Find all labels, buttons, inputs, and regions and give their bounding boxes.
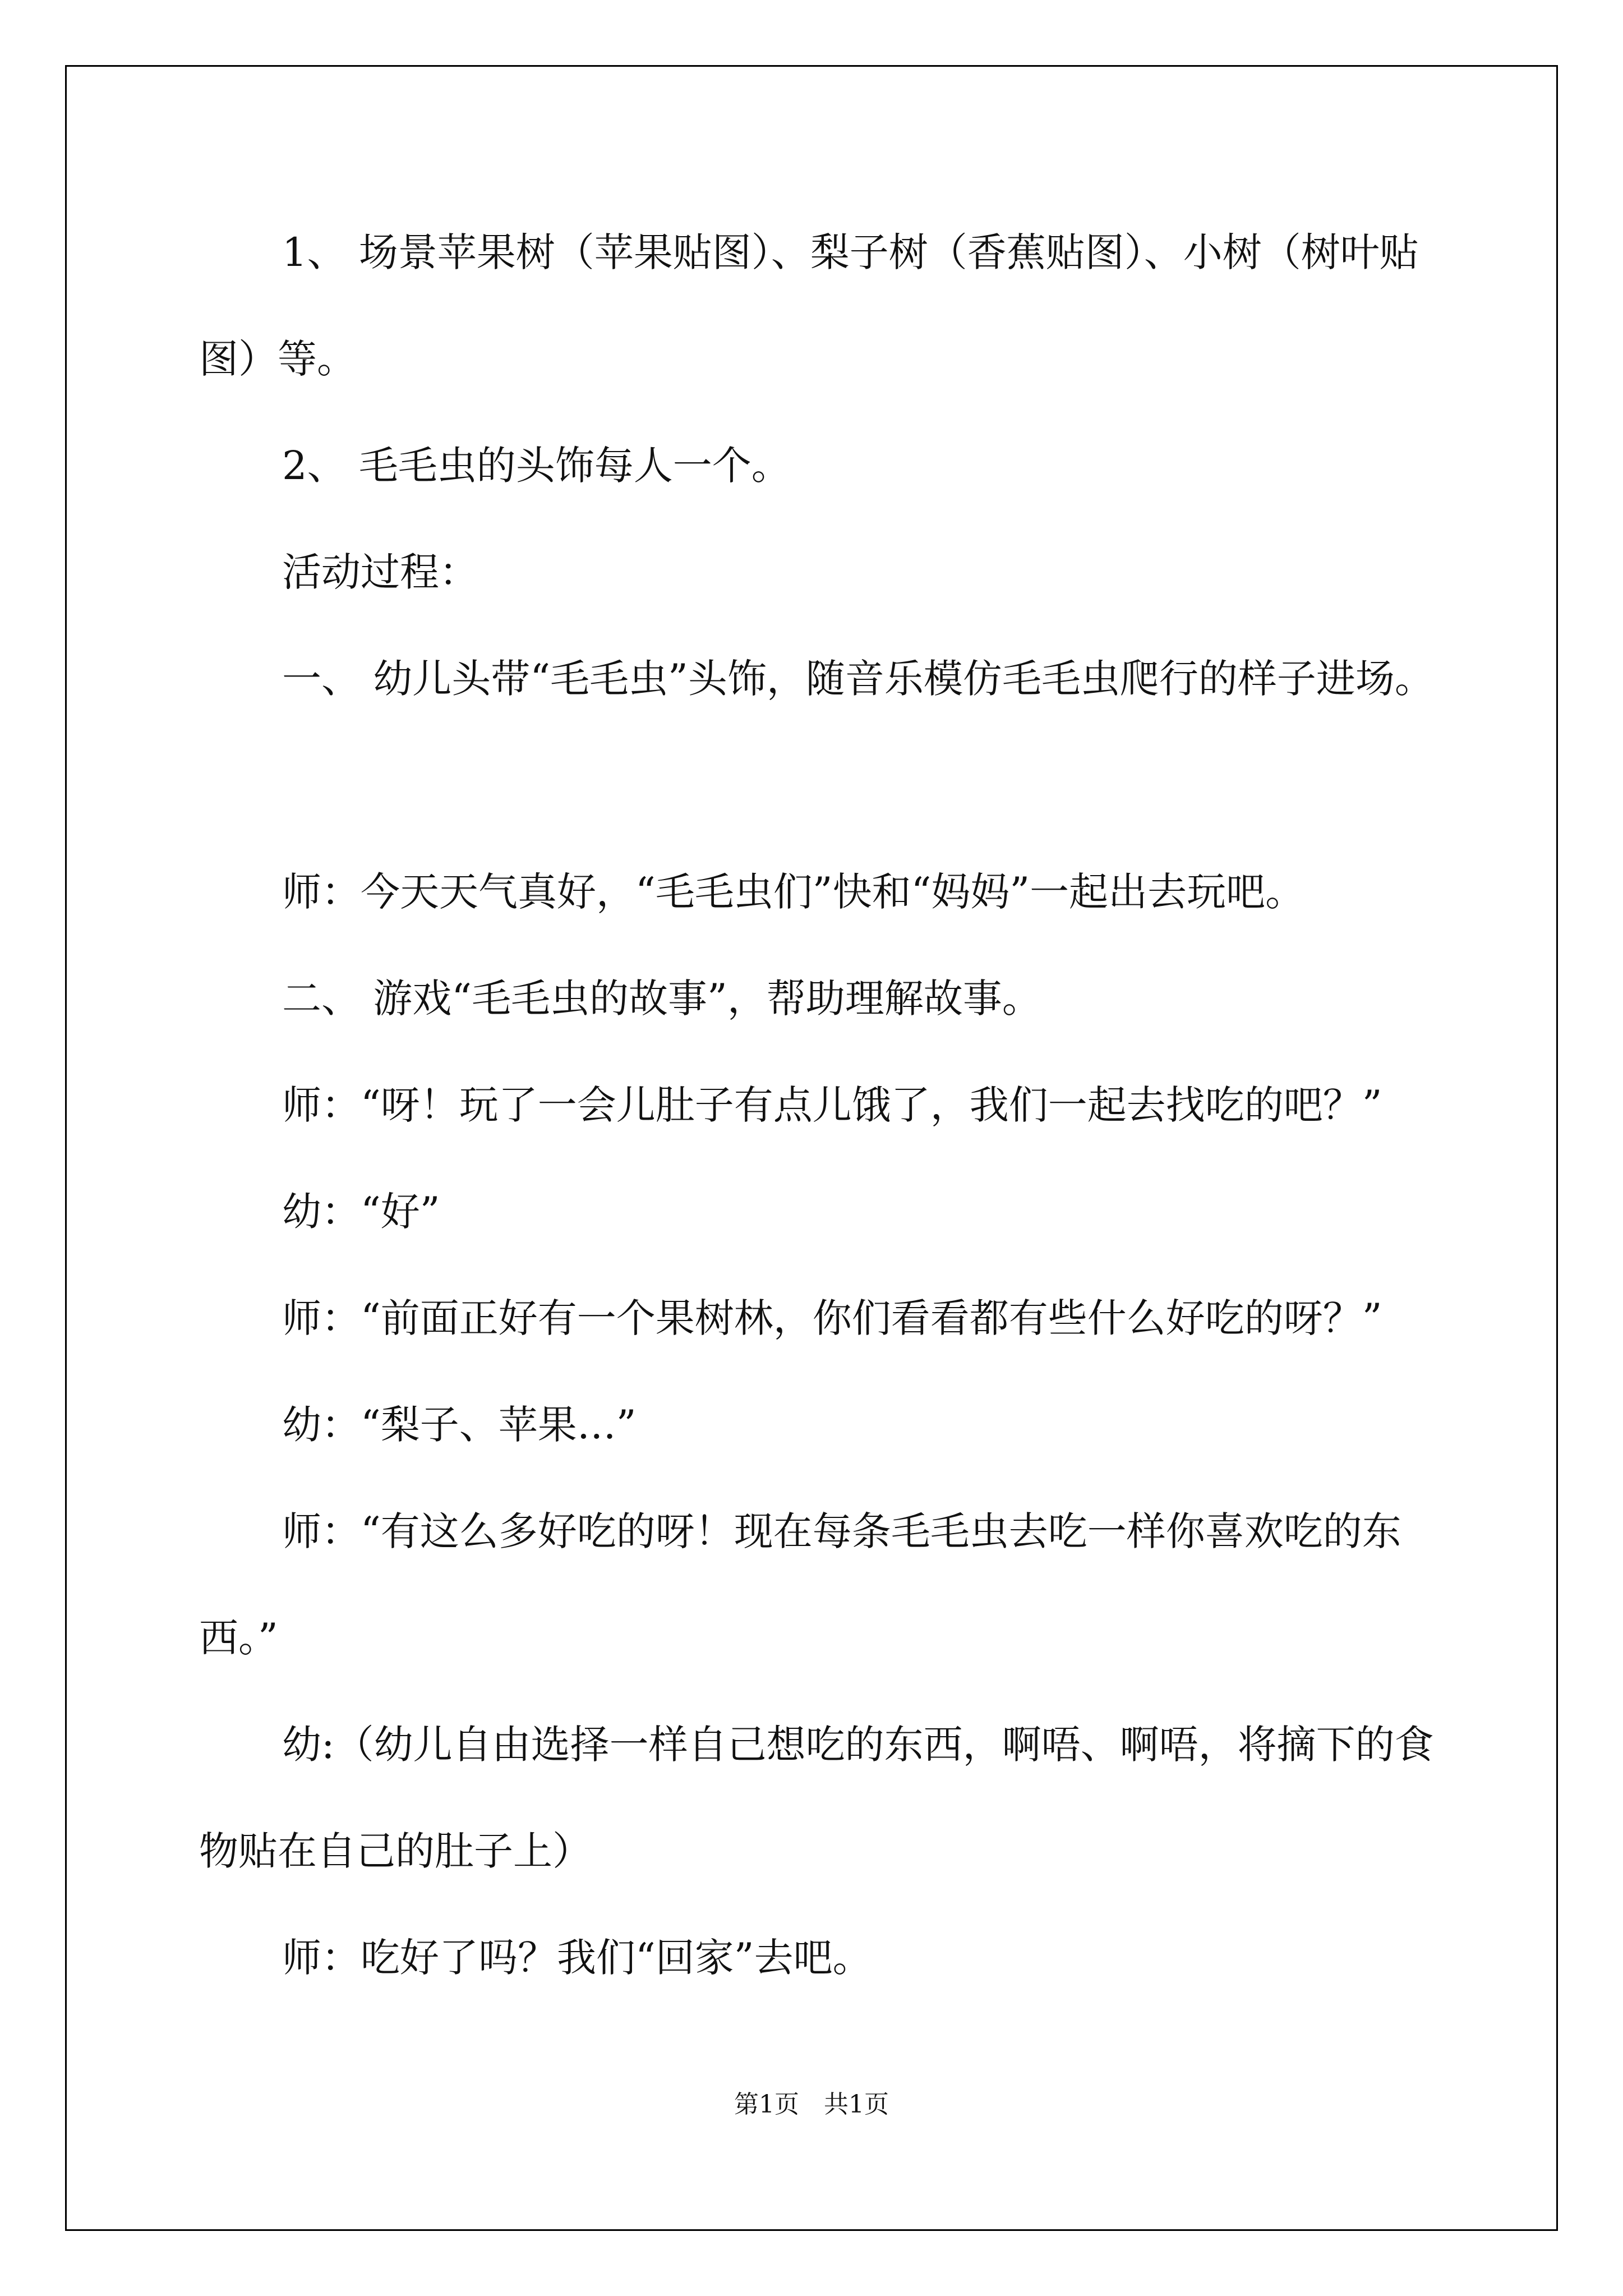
page-number: 第1页 共1页 bbox=[734, 2090, 889, 2119]
paragraph-teacher-5: 师：吃好了吗？我们“回家”去吧。 bbox=[282, 1935, 872, 1981]
paragraph-materials-1: 1、 场景苹果树（苹果贴图）、梨子树（香蕉贴图）、小树（树叶贴图）等。 bbox=[199, 229, 1419, 382]
paragraph-teacher-3: 师：“前面正好有一个果树林，你们看看都有些什么好吃的呀？” bbox=[282, 1295, 1382, 1341]
paragraph-activity-heading: 活动过程： bbox=[282, 549, 478, 595]
paragraph-teacher-2: 师：“呀！玩了一会儿肚子有点儿饿了，我们一起去找吃的吧？” bbox=[282, 1082, 1382, 1128]
paragraph-materials-2: 2、 毛毛虫的头饰每人一个。 bbox=[282, 443, 791, 489]
paragraph-child-3: 幼:（幼儿自由选择一样自己想吃的东西，啊唔、啊唔，将摘下的食物贴在自己的肚子上） bbox=[199, 1722, 1434, 1874]
paragraph-child-2: 幼：“梨子、苹果…” bbox=[282, 1402, 637, 1448]
paragraph-step-2: 二、 游戏“毛毛虫的故事”，帮助理解故事。 bbox=[282, 976, 1041, 1022]
paragraph-child-1: 幼：“好” bbox=[282, 1189, 440, 1235]
paragraph-teacher-4: 师：“有这么多好吃的呀！现在每条毛毛虫去吃一样你喜欢吃的东西。” bbox=[199, 1508, 1401, 1661]
paragraph-step-1: 一、 幼儿头带“毛毛虫”头饰，随音乐模仿毛毛虫爬行的样子进场。 bbox=[282, 656, 1434, 702]
paragraph-teacher-1: 师：今天天气真好，“毛毛虫们”快和“妈妈”一起出去玩吧。 bbox=[282, 869, 1305, 915]
